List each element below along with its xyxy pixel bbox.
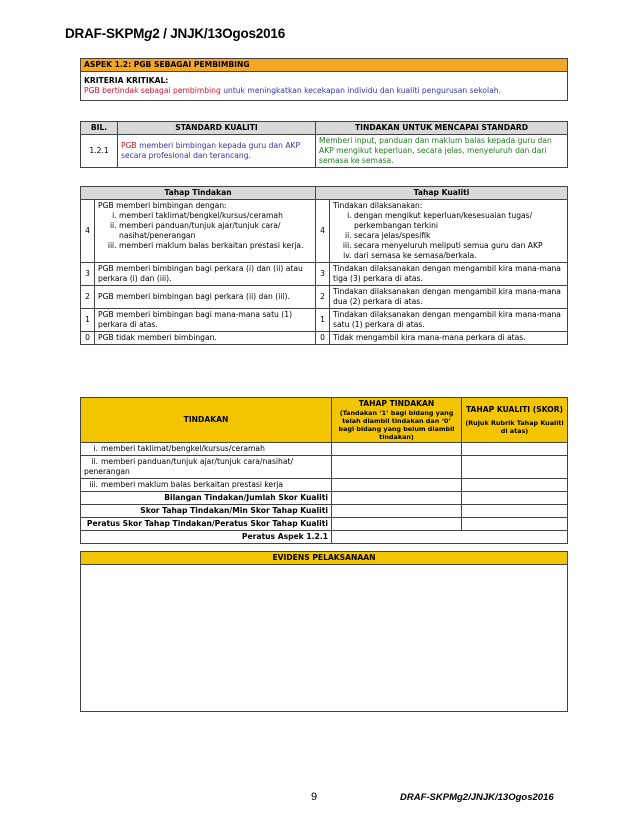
list-item: ii. memberi panduan/tunjuk ajar/tunjuk cara/ nasihat/penerangan	[119, 221, 312, 241]
list-item: iv. dari semasa ke semasa/berkala.	[354, 251, 564, 261]
score-input-kualiti[interactable]	[462, 456, 568, 479]
col-bil: BIL.	[81, 122, 118, 135]
tahap-kualiti-0: Tidak mengambil kira mana-mana perkara di atas.	[330, 332, 568, 345]
tahap-tindakan-4-intro: PGB memberi bimbingan dengan:	[98, 201, 227, 211]
standard-rest: memberi bimbingan kepada guru dan AKP secara profesional dan terancang.	[121, 141, 301, 161]
standard-text	[118, 135, 316, 168]
tahap-tindakan-4	[95, 200, 316, 263]
col-tindakan: TINDAKAN	[81, 398, 332, 443]
page-header: DRAF-SKPMg2 / JNJK/13Ogos2016	[65, 26, 286, 41]
col-tahap-kualiti-score	[462, 398, 568, 443]
aspek-table	[80, 58, 568, 101]
score-input-tindakan[interactable]	[332, 456, 462, 479]
col-tahap-kualiti-note: (Rujuk Rubrik Tahap Kualiti di atas)	[465, 419, 564, 436]
evidens-body[interactable]	[81, 565, 568, 712]
tahap-kualiti-4-intro: Tindakan dilaksanakan:	[333, 201, 423, 211]
col-tahap-tindakan-score	[332, 398, 462, 443]
footer-ref: DRAF-SKPMg2/JNJK/13Ogos2016	[400, 792, 554, 803]
summary-bilangan: Bilangan Tindakan/Jumlah Skor Kualiti	[81, 492, 332, 505]
score-left-0: 0	[81, 332, 95, 345]
summary-input-kualiti[interactable]	[462, 492, 568, 505]
score-input-tindakan[interactable]	[332, 479, 462, 492]
list-item: i. memberi taklimat/bengkel/kursus/ceramah	[119, 211, 312, 221]
tahap-kualiti-4	[330, 200, 568, 263]
score-input-kualiti[interactable]	[462, 443, 568, 456]
summary-input-aspek[interactable]	[332, 531, 568, 544]
score-right-3: 3	[316, 263, 330, 286]
list-item: i. dengan mengikut keperluan/kesesuaian tugas/ perkembangan terkini	[354, 211, 564, 231]
summary-input-tindakan[interactable]	[332, 492, 462, 505]
score-left-3: 3	[81, 263, 95, 286]
kriteria-label: KRITERIA KRITIKAL:	[84, 76, 169, 85]
tahap-tindakan-1: PGB memberi bimbingan bagi mana-mana satu (1) perkara di atas.	[95, 309, 316, 332]
list-item: ii. secara jelas/spesifik	[354, 231, 564, 241]
list-item: iii. memberi maklum balas berkaitan prestasi kerja.	[119, 241, 312, 251]
col-tindakan-standard: TINDAKAN UNTUK MENCAPAI STANDARD	[316, 122, 568, 135]
col-standard: STANDARD KUALITI	[118, 122, 316, 135]
aspek-title: ASPEK 1.2: PGB SEBAGAI PEMBIMBING	[81, 59, 568, 72]
tahap-kualiti-2: Tindakan dilaksanakan dengan mengambil kira mana-mana dua (2) perkara di atas.	[330, 286, 568, 309]
list-item: iii. secara menyeluruh meliputi semua guru dan AKP	[354, 241, 564, 251]
summary-input-kualiti[interactable]	[462, 518, 568, 531]
score-input-tindakan[interactable]	[332, 443, 462, 456]
bil-value: 1.2.1	[81, 135, 118, 168]
summary-peratus-aspek: Peratus Aspek 1.2.1	[81, 531, 332, 544]
kriteria-blue-text: untuk meningkatkan kecekapan individu dan kualiti pengurusan sekolah.	[220, 86, 502, 96]
standard-table	[80, 121, 568, 168]
kriteria-red-text: bertindak sebagai pembimbing	[99, 86, 221, 96]
col-tahap-tindakan: Tahap Tindakan	[81, 187, 316, 200]
summary-skor: Skor Tahap Tindakan/Min Skor Tahap Kualiti	[81, 505, 332, 518]
tahap-kualiti-4-list	[333, 211, 564, 261]
score-table	[80, 397, 568, 544]
tahap-kualiti-3: Tindakan dilaksanakan dengan mengambil kira mana-mana tiga (3) perkara di atas.	[330, 263, 568, 286]
summary-input-tindakan[interactable]	[332, 505, 462, 518]
score-right-1: 1	[316, 309, 330, 332]
tahap-kualiti-1: Tindakan dilaksanakan dengan mengambil kira mana-mana satu (1) perkara di atas.	[330, 309, 568, 332]
score-left-4: 4	[81, 200, 95, 263]
tahap-tindakan-0: PGB tidak memberi bimbingan.	[95, 332, 316, 345]
score-item-iii: iii. memberi maklum balas berkaitan prestasi kerja	[81, 479, 332, 492]
evidens-table	[80, 551, 568, 712]
score-right-0: 0	[316, 332, 330, 345]
tahap-tindakan-2: PGB memberi bimbingan bagi perkara (ii) dan (iii).	[95, 286, 316, 309]
col-tahap-tindakan-note: (Tandakan ‘1’ bagi bidang yang telah diambil tindakan dan ‘0’ bagi bidang yang belum diambil tindakan)	[338, 409, 455, 442]
summary-input-tindakan[interactable]	[332, 518, 462, 531]
evidens-title: EVIDENS PELAKSANAAN	[81, 552, 568, 565]
kriteria-cell	[81, 72, 568, 101]
col-tahap-kualiti: Tahap Kualiti	[316, 187, 568, 200]
score-right-4: 4	[316, 200, 330, 263]
tindakan-standard-text: Memberi input, panduan dan maklum balas kepada guru dan AKP mengikut keperluan, secara jelas, menyeluruh dan dari semasa ke semasa.	[316, 135, 568, 168]
tahap-tindakan-4-list	[98, 211, 312, 251]
score-right-2: 2	[316, 286, 330, 309]
score-input-kualiti[interactable]	[462, 479, 568, 492]
summary-input-kualiti[interactable]	[462, 505, 568, 518]
score-item-ii: ii. memberi panduan/tunjuk ajar/tunjuk cara/nasihat/ penerangan	[81, 456, 332, 479]
summary-peratus-skor: Peratus Skor Tahap Tindakan/Peratus Skor Tahap Kualiti	[81, 518, 332, 531]
standard-pgb: PGB	[121, 141, 137, 151]
score-left-2: 2	[81, 286, 95, 309]
kriteria-pgb: PGB	[84, 86, 100, 96]
page-number: 9	[311, 791, 318, 803]
score-item-i: i. memberi taklimat/bengkel/kursus/ceramah	[81, 443, 332, 456]
tahap-table	[80, 186, 568, 345]
score-left-1: 1	[81, 309, 95, 332]
col-tahap-kualiti-label: TAHAP KUALITI (SKOR)	[465, 405, 564, 414]
col-tahap-tindakan-label: TAHAP TINDAKAN	[358, 399, 435, 408]
tahap-tindakan-3: PGB memberi bimbingan bagi perkara (i) dan (ii) atau perkara (i) dan (iii).	[95, 263, 316, 286]
